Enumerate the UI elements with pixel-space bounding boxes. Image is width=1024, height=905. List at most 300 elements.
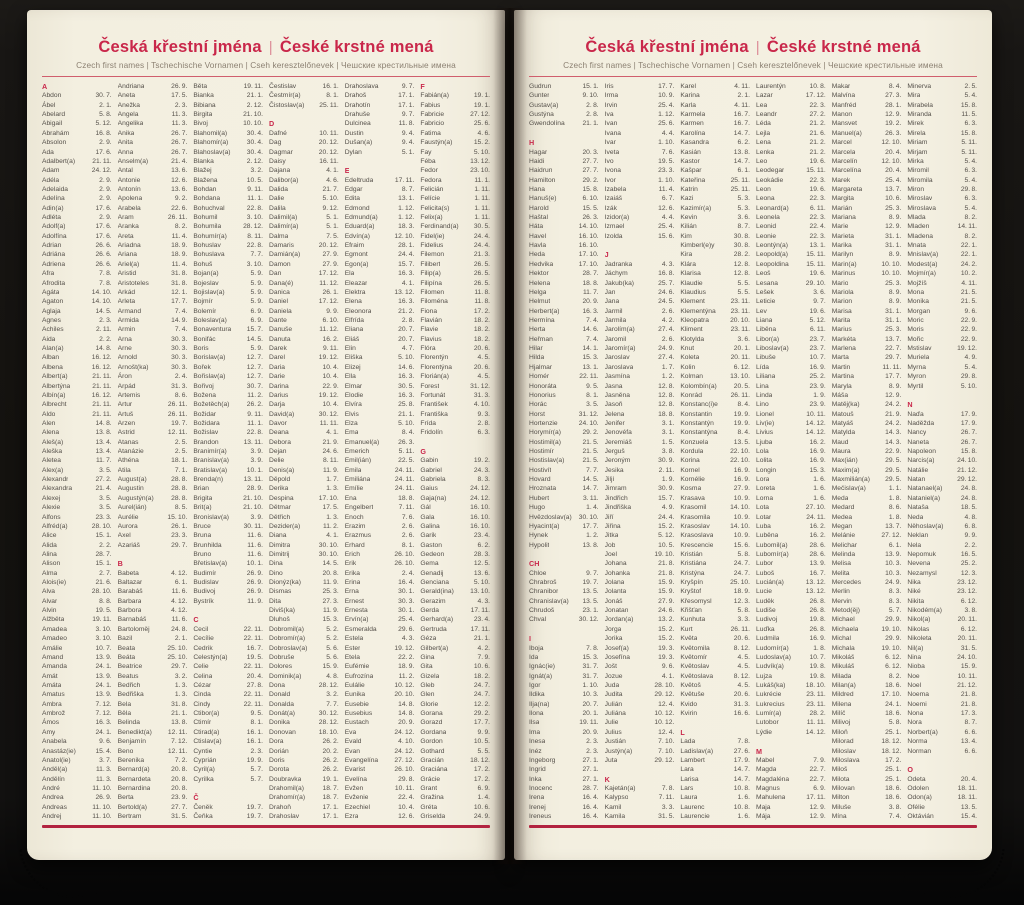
name-entry	[605, 129, 675, 138]
name-label: Narcis(a)	[907, 457, 935, 465]
name-entry	[529, 653, 599, 662]
nameday-date: 12. 7.	[246, 373, 264, 381]
name-label: Boris	[193, 345, 209, 353]
name-label: Jasna	[604, 382, 623, 390]
nameday-date: 12. 10.	[881, 139, 902, 147]
nameday-date: 13. 4.	[960, 738, 978, 746]
name-label: Běla	[117, 710, 132, 718]
nameday-date: 20. 5.	[733, 382, 751, 390]
name-entry	[193, 456, 263, 465]
name-label: Hostivít	[529, 466, 552, 474]
nameday-date: 23. 7.	[809, 335, 826, 343]
nameday-date: 19. 5.	[95, 607, 112, 615]
name-entry	[420, 110, 490, 119]
name-entry	[680, 353, 750, 362]
name-entry	[345, 204, 415, 213]
nameday-date: 2. 6.	[401, 522, 415, 530]
name-label: Hilar	[529, 345, 543, 353]
name-entry	[345, 793, 415, 802]
name-entry	[193, 569, 263, 578]
name-entry	[680, 344, 750, 353]
name-label: Jarolím(a)	[604, 326, 635, 334]
name-entry	[420, 550, 490, 559]
name-entry	[42, 353, 112, 362]
name-entry	[345, 438, 415, 447]
nameday-date: 4. 5.	[737, 653, 751, 661]
name-label: Marlena	[831, 345, 856, 353]
name-label: Amálie	[42, 644, 63, 652]
name-label: Hagar	[529, 148, 548, 156]
name-label: Miron	[907, 185, 925, 193]
name-entry	[420, 391, 490, 400]
name-label: Ireneus	[529, 813, 552, 821]
name-label: Drahoslava	[344, 83, 379, 90]
name-label: Hortenzie	[529, 419, 558, 427]
nameday-date: 5. 5.	[737, 279, 751, 287]
nameday-date: 4. 9.	[661, 504, 675, 512]
name-label: Malvína	[831, 92, 856, 100]
name-entry	[756, 690, 826, 699]
name-entry	[345, 82, 415, 91]
name-entry	[420, 260, 490, 269]
name-entry	[832, 391, 902, 400]
name-entry	[605, 681, 675, 690]
name-entry	[529, 279, 599, 288]
nameday-date: 15. 6.	[733, 541, 751, 549]
name-label: Kvirin	[680, 710, 698, 718]
name-label: Drahoslav	[269, 813, 300, 821]
name-label: Johanka	[604, 569, 630, 577]
name-entry	[345, 260, 415, 269]
name-entry	[529, 522, 599, 531]
name-entry	[345, 447, 415, 456]
nameday-date: 5. 10.	[473, 148, 491, 156]
name-entry	[605, 260, 675, 269]
nameday-date: 16. 7.	[246, 644, 264, 652]
header-rule	[42, 76, 490, 77]
nameday-date: 4. 1.	[326, 167, 339, 175]
nameday-date: 3. 3.	[661, 803, 675, 811]
name-column	[42, 82, 112, 822]
name-label: Dalie	[269, 195, 285, 203]
nameday-date: 26. 7.	[171, 129, 188, 137]
name-label: Emiliána	[344, 476, 371, 484]
name-label: Boleslav(a)	[193, 316, 227, 324]
name-entry	[193, 176, 263, 185]
nameday-date: 9. 9.	[964, 532, 978, 540]
nameday-date: 9. 6.	[964, 307, 978, 315]
nameday-date: 16. 2.	[809, 532, 826, 540]
name-entry	[420, 475, 490, 484]
nameday-date: 17. 3.	[960, 710, 978, 718]
name-label: Gordana	[420, 728, 447, 736]
name-label: Mira	[907, 92, 921, 100]
name-label: Jaromil	[604, 335, 627, 343]
name-label: Jiljí	[604, 476, 615, 484]
nameday-date: 4. 6.	[326, 176, 339, 184]
name-label: Nora	[907, 719, 922, 727]
nameday-date: 10. 7.	[809, 653, 826, 661]
nameday-date: 7. 2.	[174, 756, 188, 764]
nameday-date: 17. 6.	[95, 232, 112, 240]
nameday-date: 19. 6.	[809, 157, 826, 165]
name-entry	[907, 775, 977, 784]
nameday-date: 5. 1.	[326, 214, 339, 222]
name-entry	[907, 222, 977, 231]
name-label: Čistoslav(a)	[269, 101, 305, 109]
name-label: Andělín	[42, 775, 65, 783]
nameday-date: 31. 1.	[885, 307, 902, 315]
nameday-date: 13. 7.	[885, 185, 902, 193]
name-label: Florián(a)	[420, 373, 449, 381]
name-entry	[345, 391, 415, 400]
name-label: Gerda	[420, 607, 439, 615]
nameday-date: 25. 3.	[322, 588, 339, 596]
name-label: Kašpar	[680, 167, 702, 175]
name-entry	[345, 241, 415, 250]
nameday-date: 26. 9.	[95, 794, 112, 802]
nameday-date: 20. 10.	[730, 316, 751, 324]
name-label: Klaudie	[680, 279, 703, 287]
nameday-date: 13. 8.	[171, 719, 188, 727]
nameday-date: 5. 3.	[737, 195, 751, 203]
name-entry	[605, 653, 675, 662]
name-entry	[193, 531, 263, 540]
name-entry	[907, 119, 977, 128]
nameday-date: 26. 11.	[730, 625, 751, 633]
nameday-date: 23. 3.	[658, 167, 675, 175]
name-entry	[605, 494, 675, 503]
nameday-date: 7. 7.	[586, 466, 599, 474]
name-label: Edvín(a)	[344, 232, 370, 240]
name-entry	[118, 297, 188, 306]
name-label: Matěj(ka)	[831, 401, 860, 409]
name-label: Lota	[756, 504, 770, 512]
name-entry	[832, 148, 902, 157]
name-label: Danica	[269, 288, 290, 296]
name-entry	[420, 765, 490, 774]
nameday-date: 11. 4.	[171, 260, 188, 268]
name-label: Milovan	[831, 784, 855, 792]
name-entry	[529, 316, 599, 325]
nameday-date: 5. 7.	[250, 766, 264, 774]
name-label: Larisa	[680, 775, 699, 783]
name-label: Brit(a)	[193, 504, 212, 512]
name-label: Cinda	[193, 691, 211, 699]
name-entry	[420, 148, 490, 157]
name-label: Mansvet	[831, 120, 857, 128]
name-label: Gertruda	[420, 625, 447, 633]
name-entry	[42, 606, 112, 615]
nameday-date: 19. 2.	[885, 120, 902, 128]
nameday-date: 24. 9.	[473, 813, 491, 821]
nameday-date: 11. 9.	[322, 466, 339, 474]
nameday-date: 1. 12.	[398, 214, 415, 222]
nameday-date: 13. 8.	[95, 429, 112, 437]
name-entry	[605, 419, 675, 428]
nameday-date: 10. 10.	[881, 270, 902, 278]
nameday-date: 2. 3.	[99, 316, 112, 324]
name-entry	[42, 672, 112, 681]
nameday-date: 30. 7.	[95, 92, 112, 100]
nameday-date: 20. 7.	[398, 326, 415, 334]
name-label: Diana	[269, 532, 287, 540]
name-label: Job	[604, 541, 616, 549]
nameday-date: 5. 6.	[326, 644, 339, 652]
name-label: Marcelína	[831, 167, 862, 175]
nameday-date: 8. 6.	[174, 391, 188, 399]
name-entry	[907, 166, 977, 175]
nameday-date: 6. 1.	[174, 579, 188, 587]
name-entry	[118, 307, 188, 316]
nameday-date: 27. 9.	[322, 251, 339, 259]
nameday-date: 23. 12.	[957, 588, 978, 596]
name-entry	[420, 325, 490, 334]
name-label: Břetislav(a)	[193, 560, 228, 568]
name-label: Marek	[831, 176, 851, 184]
nameday-date: 19. 9.	[733, 419, 751, 427]
name-label: Adin(a)	[42, 204, 64, 212]
name-entry	[832, 325, 902, 334]
name-entry	[345, 728, 415, 737]
nameday-date: 28. 12.	[318, 719, 339, 727]
nameday-date: 11. 4.	[171, 232, 188, 240]
nameday-date: 11. 1.	[247, 195, 264, 203]
name-label: Martin	[831, 363, 851, 371]
name-label: Ilja(na)	[529, 700, 550, 708]
name-label: Jenifer	[604, 419, 625, 427]
name-entry	[680, 466, 750, 475]
name-entry	[345, 353, 415, 362]
name-label: Danuše	[269, 326, 293, 334]
nameday-date: 16. 9.	[733, 466, 751, 474]
nameday-date: 19. 1.	[473, 92, 491, 100]
name-label: Hedvika	[529, 260, 554, 268]
nameday-date: 8. 4.	[401, 429, 415, 437]
nameday-date: 8. 4.	[737, 401, 751, 409]
nameday-date: 10. 9.	[733, 513, 751, 521]
nameday-date: 2. 9.	[99, 195, 112, 203]
name-entry	[907, 279, 977, 288]
nameday-date: 21. 2.	[398, 307, 415, 315]
nameday-date: 29. 7.	[171, 663, 188, 671]
name-label: Gorana	[420, 710, 443, 718]
name-entry	[680, 391, 750, 400]
nameday-date: 15. 2.	[658, 625, 675, 633]
nameday-date: 25. 11.	[319, 101, 339, 109]
name-entry	[118, 625, 188, 634]
nameday-date: 31. 1.	[885, 316, 902, 324]
name-entry	[907, 204, 977, 213]
nameday-date: 21. 1.	[473, 635, 491, 643]
name-label: Amand	[42, 653, 64, 661]
name-entry	[832, 812, 902, 821]
name-label: Miloš	[831, 766, 848, 774]
name-label: Bela	[117, 700, 132, 708]
name-entry	[118, 241, 188, 250]
nameday-date: 20. 6.	[733, 635, 751, 643]
name-label: Ema	[344, 429, 359, 437]
nameday-date: 18. 1.	[171, 457, 188, 465]
name-entry	[345, 91, 415, 100]
nameday-date: 17. 10.	[881, 691, 902, 699]
name-entry	[118, 213, 188, 222]
nameday-date: 16. 2.	[809, 438, 826, 446]
name-entry	[420, 129, 490, 138]
nameday-date: 5. 10.	[398, 354, 415, 362]
name-label: Libuše	[756, 354, 776, 362]
nameday-date: 7. 5.	[326, 232, 339, 240]
name-label: Adléta	[42, 214, 61, 222]
nameday-date: 19. 12.	[394, 644, 415, 652]
name-entry	[118, 522, 188, 531]
name-entry	[269, 569, 339, 578]
name-entry	[680, 747, 750, 756]
nameday-date: 20. 7.	[398, 335, 415, 343]
name-label: Mikuláš	[831, 663, 855, 671]
name-entry	[420, 353, 490, 362]
name-entry	[832, 662, 902, 671]
name-entry	[420, 241, 490, 250]
nameday-date: 12. 1.	[171, 288, 188, 296]
name-label: Jozue	[604, 672, 623, 680]
nameday-date: 31. 12.	[470, 382, 491, 390]
name-entry	[907, 747, 977, 756]
name-label: Belinda	[117, 719, 140, 727]
nameday-date: 14. 8.	[398, 710, 415, 718]
name-entry	[193, 325, 263, 334]
name-label: Milton	[831, 794, 850, 802]
name-label: Maryla	[831, 382, 852, 390]
name-label: Féba	[420, 157, 436, 165]
name-entry	[756, 606, 826, 615]
nameday-date: 4. 11.	[961, 279, 978, 287]
name-label: Honorius	[529, 391, 556, 399]
spacer-row	[529, 550, 599, 559]
nameday-date: 30. 8.	[733, 232, 751, 240]
nameday-date: 12. 9.	[809, 803, 826, 811]
nameday-date: 16. 4.	[582, 794, 599, 802]
name-label: Dana(é)	[269, 279, 294, 287]
name-entry	[680, 522, 750, 531]
name-entry	[529, 166, 599, 175]
name-entry	[193, 475, 263, 484]
name-entry	[42, 410, 112, 419]
name-entry	[118, 615, 188, 624]
name-label: Ambra	[42, 700, 62, 708]
name-entry	[832, 307, 902, 316]
name-entry	[907, 803, 977, 812]
name-entry	[42, 288, 112, 297]
name-entry	[756, 119, 826, 128]
name-label: Mstislav	[907, 345, 932, 353]
name-entry	[118, 410, 188, 419]
nameday-date: 25. 4.	[885, 176, 902, 184]
name-entry	[832, 288, 902, 297]
name-label: Bernardina	[117, 784, 151, 792]
name-entry	[118, 204, 188, 213]
name-entry	[756, 176, 826, 185]
name-entry	[605, 372, 675, 381]
name-column	[605, 82, 675, 822]
name-label: Kolin	[680, 363, 696, 371]
name-label: Erazmus	[344, 532, 372, 540]
name-label: Dobruše	[269, 653, 295, 661]
name-label: Kolman	[680, 373, 704, 381]
section-letter	[420, 82, 490, 91]
name-label: Dina	[269, 560, 283, 568]
nameday-date: 24. 6.	[658, 288, 675, 296]
nameday-date: 3. 2.	[174, 672, 188, 680]
nameday-date: 21. 10.	[243, 504, 264, 512]
name-entry	[605, 728, 675, 737]
name-entry	[605, 550, 675, 559]
name-label: Erina	[344, 579, 361, 587]
name-entry	[832, 531, 902, 540]
nameday-date: 2. 2.	[964, 541, 978, 549]
name-label: Dominik(a)	[269, 672, 302, 680]
name-label: Jaroslava	[604, 363, 634, 371]
name-label: Arnold	[117, 354, 138, 362]
name-entry	[529, 615, 599, 624]
nameday-date: 7. 12.	[95, 710, 112, 718]
name-label: Fidelius	[420, 242, 444, 250]
nameday-date: 31. 5.	[658, 813, 675, 821]
name-label: Monika	[907, 298, 929, 306]
name-label: Myrna	[907, 363, 926, 371]
name-label: Kvido	[680, 700, 698, 708]
nameday-date: 5. 8.	[888, 719, 902, 727]
nameday-date: 27. 2.	[95, 476, 112, 484]
name-entry	[42, 260, 112, 269]
name-entry	[832, 466, 902, 475]
name-entry	[907, 606, 977, 615]
name-label: Mína	[831, 813, 847, 821]
nameday-date: 6. 12.	[885, 663, 902, 671]
nameday-date: 14. 3.	[885, 438, 902, 446]
name-label: Daisy	[269, 157, 286, 165]
nameday-date: 4. 4.	[661, 214, 675, 222]
nameday-date: 21. 5.	[582, 438, 599, 446]
section-letter	[269, 119, 339, 128]
nameday-date: 2. 9.	[99, 214, 112, 222]
nameday-date: 11. 4.	[658, 185, 675, 193]
name-label: Dalida	[269, 185, 288, 193]
nameday-date: 11. 9.	[322, 607, 339, 615]
nameday-date: 22. 11.	[579, 373, 599, 381]
name-label: Čeněk	[193, 803, 213, 811]
name-label: Armand	[117, 307, 142, 315]
name-entry	[680, 503, 750, 512]
section-letter-label: N	[907, 400, 913, 410]
nameday-date: 6. 3.	[964, 167, 978, 175]
nameday-date: 11. 7.	[95, 457, 112, 465]
name-entry	[42, 307, 112, 316]
nameday-date: 1. 6.	[813, 494, 826, 502]
nameday-date: 6. 3.	[964, 120, 978, 128]
name-label: Lujza	[756, 672, 773, 680]
name-entry	[529, 419, 599, 428]
name-entry	[756, 241, 826, 250]
name-entry	[832, 747, 902, 756]
name-label: Kira	[680, 251, 693, 259]
name-label: Filibert	[420, 260, 441, 268]
name-entry	[832, 129, 902, 138]
nameday-date: 1. 1.	[888, 485, 902, 493]
nameday-date: 24. 8.	[960, 485, 978, 493]
name-label: Ctibor(a)	[193, 710, 220, 718]
name-label: Miluše	[831, 803, 852, 811]
